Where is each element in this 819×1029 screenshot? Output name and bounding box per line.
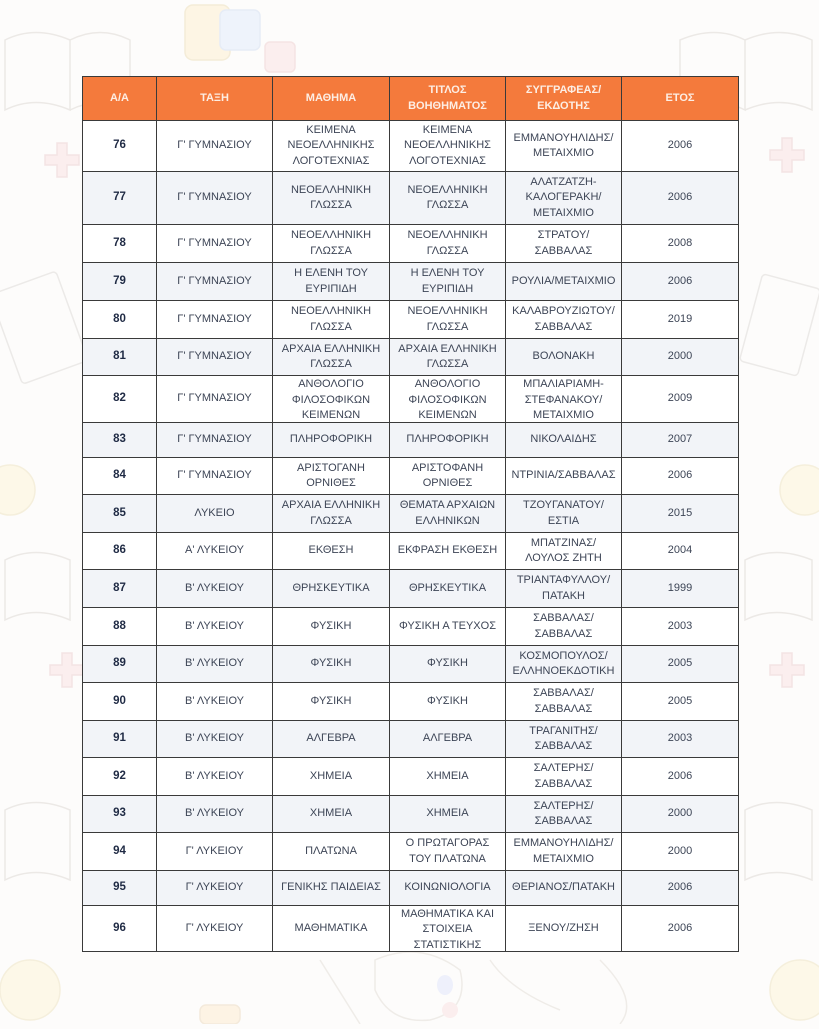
- cell-syggrafeas: [506, 495, 622, 533]
- cell-aa-text: 79: [113, 274, 126, 287]
- cell-titlos-text: ΠΛΗΡΟΦΟΡΙΚΗ: [406, 433, 489, 446]
- cell-etos-text: 2008: [667, 236, 693, 249]
- cell-syggrafeas: [506, 796, 622, 833]
- cell-etos-text: 2000: [667, 350, 693, 363]
- cell-mathima-text: ΦΥΣΙΚΗ: [310, 657, 352, 670]
- cell-aa-text: 92: [113, 769, 126, 782]
- table-row: [83, 172, 739, 225]
- cell-aa: [83, 225, 157, 263]
- cell-titlos: [390, 423, 506, 458]
- cell-mathima-text: ΓΕΝΙΚΗΣ ΠΑΙΔΕΙΑΣ: [281, 881, 381, 894]
- cell-mathima-text: Η ΕΛΕΝΗ ΤΟΥ ΕΥΡΙΠΙΔΗ: [294, 267, 368, 295]
- cell-aa-text: 82: [113, 392, 126, 405]
- table-row: [83, 871, 739, 906]
- cell-titlos: [390, 570, 506, 608]
- cell-taxi: [157, 796, 273, 833]
- cell-taxi: [157, 570, 273, 608]
- cell-mathima-text: ΜΑΘΗΜΑΤΙΚΑ: [294, 921, 368, 934]
- cell-etos-text: 2006: [667, 881, 693, 894]
- cell-mathima-text: ΑΝΘΟΛΟΓΙΟ ΦΙΛΟΣΟΦΙΚΩΝ ΚΕΙΜΕΝΩΝ: [291, 378, 371, 421]
- cell-etos: [622, 871, 739, 906]
- cell-titlos-text: ΧΗΜΕΙΑ: [426, 807, 469, 820]
- cell-etos-text: 2006: [667, 469, 693, 482]
- cell-mathima-text: ΝΕΟΕΛΛΗΝΙΚΗ ΓΛΩΣΣΑ: [290, 229, 372, 257]
- cell-titlos: [390, 121, 506, 172]
- cell-aa: [83, 495, 157, 533]
- cell-titlos-text: ΑΝΘΟΛΟΓΙΟ ΦΙΛΟΣΟΦΙΚΩΝ ΚΕΙΜΕΝΩΝ: [408, 378, 487, 421]
- cell-aa-text: 83: [113, 433, 126, 446]
- cell-titlos-text: ΑΡΧΑΙΑ ΕΛΛΗΝΙΚΗ ΓΛΩΣΣΑ: [398, 342, 497, 370]
- cell-titlos-text: ΝΕΟΕΛΛΗΝΙΚΗ ΓΛΩΣΣΑ: [407, 229, 488, 257]
- cell-titlos-text: ΝΕΟΕΛΛΗΝΙΚΗ ΓΛΩΣΣΑ: [407, 183, 488, 211]
- cell-mathima: [273, 721, 390, 758]
- cell-mathima: [273, 533, 390, 570]
- table-header-row: [83, 77, 739, 121]
- cell-taxi-text: Α' ΛΥΚΕΙΟΥ: [184, 544, 245, 557]
- cell-mathima: [273, 833, 390, 871]
- cell-mathima-text: ΑΛΓΕΒΡΑ: [306, 732, 356, 745]
- cell-titlos-text: ΕΚΦΡΑΣΗ ΕΚΘΕΣΗ: [397, 544, 498, 557]
- cell-etos: [622, 495, 739, 533]
- cell-syggrafeas: [506, 339, 622, 376]
- cell-syggrafeas: [506, 423, 622, 458]
- cell-syggrafeas-text: ΜΠΑΛΙΑΡΙΑΜΗ- ΣΤΕΦΑΝΑΚΟΥ/ ΜΕΤΑΙΧΜΙΟ: [523, 378, 604, 421]
- cell-taxi: [157, 608, 273, 646]
- cell-taxi-text: Γ' ΓΥΜΝΑΣΙΟΥ: [177, 433, 252, 446]
- cell-titlos-text: ΦΥΣΙΚΗ: [427, 657, 468, 670]
- cell-taxi-text: Β' ΛΥΚΕΙΟΥ: [184, 732, 245, 745]
- table-row: [83, 225, 739, 263]
- cell-titlos: [390, 376, 506, 423]
- cell-syggrafeas: [506, 301, 622, 339]
- cell-etos: [622, 225, 739, 263]
- cell-syggrafeas: [506, 721, 622, 758]
- cell-titlos-text: ΜΑΘΗΜΑΤΙΚΑ ΚΑΙ ΣΤΟΙΧΕΙΑ ΣΤΑΤΙΣΤΙΚΗΣ: [400, 907, 495, 951]
- table-row: [83, 608, 739, 646]
- cell-taxi: [157, 423, 273, 458]
- cell-mathima-text: ΘΡΗΣΚΕΥΤΙΚΑ: [292, 581, 370, 594]
- cell-etos: [622, 721, 739, 758]
- cell-aa-text: 76: [113, 139, 126, 152]
- cell-titlos: [390, 172, 506, 225]
- cell-mathima: [273, 495, 390, 533]
- cell-titlos: [390, 683, 506, 721]
- cell-titlos-text: ΝΕΟΕΛΛΗΝΙΚΗ ΓΛΩΣΣΑ: [407, 305, 488, 333]
- cell-taxi: [157, 646, 273, 683]
- cell-taxi: [157, 376, 273, 423]
- cell-aa-text: 77: [113, 191, 126, 204]
- table-row: [83, 683, 739, 721]
- cell-mathima: [273, 339, 390, 376]
- cell-mathima: [273, 172, 390, 225]
- cell-aa-text: 89: [113, 657, 126, 670]
- cell-syggrafeas: [506, 646, 622, 683]
- cell-etos-text: 1999: [667, 581, 693, 594]
- cell-titlos-text: ΦΥΣΙΚΗ: [427, 694, 468, 707]
- cell-taxi-text: Β' ΛΥΚΕΙΟΥ: [184, 807, 245, 820]
- cell-taxi-text: Β' ΛΥΚΕΙΟΥ: [184, 694, 245, 707]
- cell-etos: [622, 339, 739, 376]
- cell-aa-text: 95: [113, 881, 126, 894]
- cell-syggrafeas: [506, 683, 622, 721]
- cell-syggrafeas-text: ΡΟΥΛΙΑ/ΜΕΤΑΙΧΜΙΟ: [511, 274, 616, 287]
- cell-mathima: [273, 570, 390, 608]
- cell-aa: [83, 121, 157, 172]
- cell-etos-text: 2006: [667, 191, 693, 204]
- table-body: [83, 121, 739, 952]
- cell-syggrafeas: [506, 533, 622, 570]
- cell-aa-text: 84: [113, 469, 126, 482]
- cell-syggrafeas-text: ΤΡΙΑΝΤΑΦΥΛΛΟΥ/ ΠΑΤΑΚΗ: [516, 574, 611, 602]
- cell-syggrafeas: [506, 376, 622, 423]
- cell-mathima: [273, 423, 390, 458]
- cell-taxi: [157, 458, 273, 495]
- cell-titlos: [390, 906, 506, 952]
- cell-mathima: [273, 758, 390, 796]
- cell-taxi-text: Γ' ΓΥΜΝΑΣΙΟΥ: [177, 191, 252, 204]
- cell-taxi: [157, 906, 273, 952]
- cell-aa: [83, 423, 157, 458]
- cell-mathima: [273, 225, 390, 263]
- cell-mathima: [273, 646, 390, 683]
- cell-mathima-text: ΦΥΣΙΚΗ: [310, 619, 352, 632]
- cell-aa: [83, 683, 157, 721]
- cell-etos: [622, 796, 739, 833]
- cell-taxi: [157, 263, 273, 301]
- cell-syggrafeas-text: ΣΑΛΤΕΡΗΣ/ ΣΑΒΒΑΛΑΣ: [533, 799, 594, 827]
- cell-syggrafeas: [506, 263, 622, 301]
- table-row: [83, 339, 739, 376]
- cell-taxi-text: Γ' ΓΥΜΝΑΣΙΟΥ: [177, 312, 252, 325]
- cell-titlos: [390, 721, 506, 758]
- cell-titlos: [390, 301, 506, 339]
- cell-titlos: [390, 263, 506, 301]
- column-header-etos: ΕΤΟΣ: [622, 77, 739, 121]
- cell-etos: [622, 570, 739, 608]
- cell-aa: [83, 721, 157, 758]
- cell-mathima-text: ΦΥΣΙΚΗ: [310, 694, 352, 707]
- cell-titlos-text: ΚΕΙΜΕΝΑ ΝΕΟΕΛΛΗΝΙΚΗΣ ΛΟΓΟΤΕΧΝΙΑΣ: [404, 123, 491, 167]
- cell-syggrafeas: [506, 758, 622, 796]
- cell-etos-text: 2019: [667, 312, 693, 325]
- cell-mathima-text: ΝΕΟΕΛΛΗΝΙΚΗ ΓΛΩΣΣΑ: [290, 183, 372, 211]
- table-row: [83, 301, 739, 339]
- table-row: [83, 758, 739, 796]
- cell-titlos: [390, 796, 506, 833]
- cell-taxi: [157, 301, 273, 339]
- cell-titlos: [390, 495, 506, 533]
- cell-syggrafeas: [506, 906, 622, 952]
- cell-aa-text: 96: [113, 921, 126, 934]
- column-header-aa: Α/Α: [83, 77, 157, 121]
- cell-taxi: [157, 683, 273, 721]
- cell-titlos: [390, 646, 506, 683]
- cell-taxi-text: Γ' ΓΥΜΝΑΣΙΟΥ: [177, 139, 252, 152]
- cell-syggrafeas-text: ΤΡΑΓΑΝΙΤΗΣ/ ΣΑΒΒΑΛΑΣ: [529, 724, 598, 752]
- cell-taxi: [157, 533, 273, 570]
- cell-taxi-text: Γ' ΓΥΜΝΑΣΙΟΥ: [177, 469, 252, 482]
- cell-etos: [622, 301, 739, 339]
- cell-titlos-text: ΘΕΜΑΤΑ ΑΡΧΑΙΩΝ ΕΛΛΗΝΙΚΩΝ: [399, 499, 496, 527]
- cell-aa-text: 88: [113, 619, 126, 632]
- cell-syggrafeas-text: ΕΜΜΑΝΟΥΗΛΙΔΗΣ/ ΜΕΤΑΙΧΜΙΟ: [513, 131, 614, 159]
- cell-aa: [83, 906, 157, 952]
- column-header-mathima: ΜΑΘΗΜΑ: [273, 77, 390, 121]
- cell-etos: [622, 683, 739, 721]
- cell-etos-text: 2003: [667, 619, 693, 632]
- cell-mathima-text: ΕΚΘΕΣΗ: [308, 544, 354, 557]
- cell-etos-text: 2006: [667, 769, 693, 782]
- cell-titlos-text: Ο ΠΡΩΤΑΓΟΡΑΣ ΤΟΥ ΠΛΑΤΩΝΑ: [405, 837, 490, 865]
- cell-mathima: [273, 608, 390, 646]
- cell-syggrafeas-text: ΕΜΜΑΝΟΥΗΛΙΔΗΣ/ ΜΕΤΑΙΧΜΙΟ: [513, 837, 614, 865]
- cell-aa: [83, 533, 157, 570]
- cell-aa: [83, 301, 157, 339]
- cell-titlos: [390, 833, 506, 871]
- cell-taxi-text: Γ' ΛΥΚΕΙΟΥ: [185, 881, 244, 894]
- table-row: [83, 376, 739, 423]
- cell-syggrafeas-text: ΣΑΒΒΑΛΑΣ/ ΣΑΒΒΑΛΑΣ: [533, 612, 594, 640]
- table-row: [83, 423, 739, 458]
- cell-mathima-text: ΧΗΜΕΙΑ: [309, 769, 353, 782]
- cell-etos: [622, 263, 739, 301]
- cell-aa-text: 87: [113, 581, 126, 594]
- cell-titlos: [390, 608, 506, 646]
- cell-etos-text: 2006: [667, 139, 693, 152]
- cell-taxi-text: ΛΥΚΕΙΟ: [194, 506, 235, 519]
- cell-syggrafeas-text: ΣΑΒΒΑΛΑΣ/ ΣΑΒΒΑΛΑΣ: [533, 687, 594, 715]
- cell-etos: [622, 833, 739, 871]
- table-row: [83, 796, 739, 833]
- cell-mathima-text: ΧΗΜΕΙΑ: [309, 807, 353, 820]
- cell-etos-text: 2004: [667, 544, 693, 557]
- cell-aa: [83, 570, 157, 608]
- cell-taxi: [157, 172, 273, 225]
- cell-aa-text: 94: [113, 844, 126, 857]
- cell-taxi: [157, 758, 273, 796]
- cell-syggrafeas-text: ΑΛΑΤΖΑΤΖΗ- ΚΑΛΟΓΕΡΑΚΗ/ ΜΕΤΑΙΧΜΙΟ: [525, 175, 602, 219]
- cell-titlos-text: Η ΕΛΕΝΗ ΤΟΥ ΕΥΡΙΠΙΔΗ: [410, 267, 485, 295]
- cell-mathima: [273, 683, 390, 721]
- cell-aa-text: 93: [113, 807, 126, 820]
- cell-etos: [622, 533, 739, 570]
- table-row: [83, 646, 739, 683]
- cell-taxi-text: Γ' ΓΥΜΝΑΣΙΟΥ: [177, 392, 252, 405]
- books-table: [82, 76, 739, 952]
- cell-aa: [83, 758, 157, 796]
- cell-aa-text: 90: [113, 694, 126, 707]
- cell-syggrafeas: [506, 608, 622, 646]
- cell-etos: [622, 906, 739, 952]
- cell-syggrafeas: [506, 172, 622, 225]
- cell-taxi-text: Γ' ΓΥΜΝΑΣΙΟΥ: [177, 274, 252, 287]
- cell-aa: [83, 458, 157, 495]
- cell-etos: [622, 121, 739, 172]
- cell-taxi-text: Γ' ΓΥΜΝΑΣΙΟΥ: [177, 236, 252, 249]
- cell-aa-text: 85: [113, 506, 126, 519]
- cell-syggrafeas-text: ΜΠΑΤΖΙΝΑΣ/ ΛΟΥΛΟΣ ΖΗΤΗ: [525, 536, 602, 564]
- cell-aa: [83, 796, 157, 833]
- cell-titlos: [390, 225, 506, 263]
- cell-syggrafeas: [506, 225, 622, 263]
- cell-etos-text: 2006: [667, 274, 693, 287]
- table-row: [83, 495, 739, 533]
- cell-mathima: [273, 301, 390, 339]
- cell-titlos-text: ΑΛΓΕΒΡΑ: [422, 732, 473, 745]
- cell-taxi-text: Γ' ΛΥΚΕΙΟΥ: [185, 921, 244, 934]
- table-row: [83, 570, 739, 608]
- cell-syggrafeas: [506, 833, 622, 871]
- cell-mathima-text: ΑΡΧΑΙΑ ΕΛΛΗΝΙΚΗ ΓΛΩΣΣΑ: [281, 499, 381, 527]
- column-header-syggrafeas: ΣΥΓΓΡΑΦΕΑΣ/ ΕΚΔΟΤΗΣ: [506, 77, 622, 121]
- table-row: [83, 721, 739, 758]
- cell-etos-text: 2003: [667, 732, 693, 745]
- cell-taxi: [157, 833, 273, 871]
- cell-taxi-text: Β' ΛΥΚΕΙΟΥ: [184, 619, 245, 632]
- table-row: [83, 121, 739, 172]
- cell-etos-text: 2015: [667, 506, 693, 519]
- cell-etos-text: 2006: [667, 921, 693, 934]
- cell-etos-text: 2007: [667, 433, 693, 446]
- cell-taxi-text: Γ' ΓΥΜΝΑΣΙΟΥ: [177, 350, 252, 363]
- cell-titlos: [390, 871, 506, 906]
- cell-taxi-text: Γ' ΛΥΚΕΙΟΥ: [185, 844, 244, 857]
- cell-aa-text: 81: [113, 350, 126, 363]
- cell-etos: [622, 423, 739, 458]
- cell-aa-text: 80: [113, 312, 126, 325]
- cell-etos: [622, 608, 739, 646]
- cell-aa: [83, 871, 157, 906]
- cell-etos: [622, 172, 739, 225]
- cell-syggrafeas-text: ΘΕΡΙΑΝΟΣ/ΠΑΤΑΚΗ: [512, 881, 615, 894]
- cell-syggrafeas-text: ΒΟΛΟΝΑΚΗ: [532, 350, 595, 363]
- cell-mathima-text: ΠΛΗΡΟΦΟΡΙΚΗ: [289, 433, 373, 446]
- cell-mathima: [273, 263, 390, 301]
- cell-etos: [622, 458, 739, 495]
- cell-aa: [83, 339, 157, 376]
- cell-mathima-text: ΠΛΑΤΩΝΑ: [305, 844, 357, 857]
- cell-syggrafeas-text: ΝΙΚΟΛΑΙΔΗΣ: [530, 433, 597, 446]
- cell-taxi: [157, 495, 273, 533]
- cell-etos-text: 2000: [667, 807, 693, 820]
- cell-syggrafeas-text: ΚΟΣΜΟΠΟΥΛΟΣ/ ΕΛΛΗΝΟΕΚΔΟΤΙΚΗ: [512, 649, 615, 677]
- cell-syggrafeas-text: ΣΑΛΤΕΡΗΣ/ ΣΑΒΒΑΛΑΣ: [533, 762, 594, 790]
- cell-mathima-text: ΚΕΙΜΕΝΑ ΝΕΟΕΛΛΗΝΙΚΗΣ ΛΟΓΟΤΕΧΝΙΑΣ: [287, 123, 375, 167]
- cell-taxi-text: Β' ΛΥΚΕΙΟΥ: [184, 581, 245, 594]
- cell-etos-text: 2005: [667, 694, 693, 707]
- cell-etos-text: 2009: [667, 392, 693, 405]
- cell-aa-text: 91: [113, 732, 126, 745]
- cell-mathima-text: ΑΡΧΑΙΑ ΕΛΛΗΝΙΚΗ ΓΛΩΣΣΑ: [281, 342, 381, 370]
- cell-syggrafeas-text: ΞΕΝΟΥ/ΖΗΣΗ: [528, 921, 599, 934]
- cell-titlos: [390, 339, 506, 376]
- cell-taxi-text: Β' ΛΥΚΕΙΟΥ: [184, 769, 245, 782]
- cell-mathima: [273, 906, 390, 952]
- cell-etos: [622, 376, 739, 423]
- cell-titlos-text: ΘΡΗΣΚΕΥΤΙΚΑ: [408, 581, 487, 594]
- cell-titlos: [390, 533, 506, 570]
- table-row: [83, 906, 739, 952]
- cell-etos: [622, 758, 739, 796]
- cell-syggrafeas: [506, 570, 622, 608]
- cell-aa-text: 86: [113, 544, 126, 557]
- cell-titlos: [390, 458, 506, 495]
- cell-aa: [83, 646, 157, 683]
- cell-syggrafeas: [506, 458, 622, 495]
- cell-titlos-text: ΑΡΙΣΤΟΦΑΝΗ ΟΡΝΙΘΕΣ: [411, 461, 484, 489]
- cell-mathima-text: ΝΕΟΕΛΛΗΝΙΚΗ ΓΛΩΣΣΑ: [290, 305, 372, 333]
- cell-syggrafeas: [506, 121, 622, 172]
- table-row: [83, 458, 739, 495]
- column-header-taxi: ΤΑΞΗ: [157, 77, 273, 121]
- table-row: [83, 263, 739, 301]
- cell-syggrafeas: [506, 871, 622, 906]
- cell-mathima: [273, 458, 390, 495]
- cell-titlos-text: ΚΟΙΝΩΝΙΟΛΟΓΙΑ: [404, 881, 491, 894]
- cell-titlos: [390, 758, 506, 796]
- palette-doodle-icon: [0, 952, 819, 1024]
- cell-taxi: [157, 339, 273, 376]
- cell-syggrafeas-text: ΝΤΡΙΝΙΑ/ΣΑΒΒΑΛΑΣ: [511, 469, 616, 482]
- cell-mathima: [273, 871, 390, 906]
- column-header-titlos: ΤΙΤΛΟΣ ΒΟΗΘΗΜΑΤΟΣ: [390, 77, 506, 121]
- cell-etos: [622, 646, 739, 683]
- cell-etos-text: 2005: [667, 657, 693, 670]
- cell-aa: [83, 608, 157, 646]
- cell-aa-text: 78: [113, 236, 126, 249]
- cell-taxi: [157, 225, 273, 263]
- puzzle-doodle-icon: [185, 5, 295, 72]
- cell-taxi-text: Β' ΛΥΚΕΙΟΥ: [184, 657, 245, 670]
- cell-aa: [83, 172, 157, 225]
- table-row: [83, 833, 739, 871]
- cell-titlos-text: ΦΥΣΙΚΗ Α ΤΕΥΧΟΣ: [398, 619, 497, 632]
- cell-aa: [83, 263, 157, 301]
- table-row: [83, 533, 739, 570]
- cell-aa: [83, 833, 157, 871]
- cell-mathima: [273, 121, 390, 172]
- cell-syggrafeas-text: ΚΑΛΑΒΡΟΥΖΙΩΤΟΥ/ ΣΑΒΒΑΛΑΣ: [512, 305, 615, 333]
- cell-mathima: [273, 376, 390, 423]
- cell-etos-text: 2000: [667, 844, 693, 857]
- cell-aa: [83, 376, 157, 423]
- cell-taxi: [157, 871, 273, 906]
- cell-syggrafeas-text: ΣΤΡΑΤΟΥ/ ΣΑΒΒΑΛΑΣ: [534, 229, 593, 257]
- cell-titlos-text: ΧΗΜΕΙΑ: [426, 769, 469, 782]
- cell-mathima: [273, 796, 390, 833]
- cell-taxi: [157, 721, 273, 758]
- cell-mathima-text: ΑΡΙΣΤΟΓΑΝΗ ΟΡΝΙΘΕΣ: [297, 461, 365, 489]
- cell-syggrafeas-text: ΤΖΟΥΓΑΝΑΤΟΥ/ ΕΣΤΙΑ: [523, 499, 604, 527]
- cell-taxi: [157, 121, 273, 172]
